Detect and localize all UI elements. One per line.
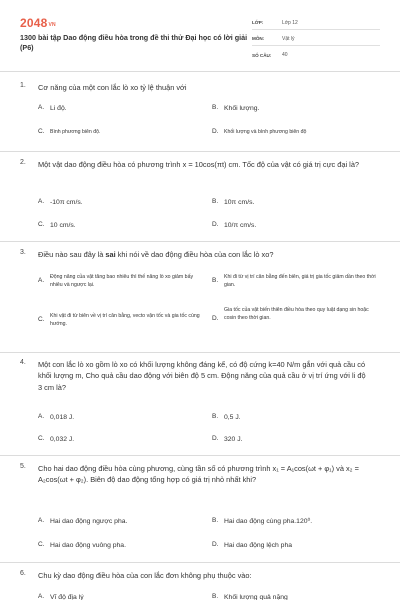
option-letter: B. bbox=[212, 198, 219, 205]
meta-panel bbox=[252, 17, 380, 65]
brand-suffix: VN bbox=[48, 22, 56, 28]
option-text: Khối lượng và bình phương biên độ bbox=[224, 129, 307, 135]
question-stem bbox=[20, 359, 370, 393]
option-letter: A. bbox=[38, 413, 45, 420]
option-a[interactable] bbox=[38, 517, 127, 527]
option-letter: C. bbox=[38, 541, 45, 548]
question-2 bbox=[0, 151, 400, 241]
meta-label: MÔN: bbox=[252, 36, 265, 42]
option-text: Động năng của vật tăng bao nhiêu thì thế năng lò xo giảm bấy nhiêu và ngược lại. bbox=[50, 274, 194, 289]
question-stem bbox=[20, 463, 370, 486]
option-a[interactable] bbox=[38, 273, 203, 289]
option-text: 10π cm/s. bbox=[224, 199, 255, 206]
option-d[interactable] bbox=[212, 306, 382, 323]
question-number: 1. bbox=[20, 82, 26, 89]
option-c[interactable] bbox=[38, 541, 126, 551]
meta-row-subject bbox=[252, 33, 380, 46]
brand-logo[interactable] bbox=[20, 16, 56, 31]
option-b[interactable] bbox=[212, 593, 288, 600]
option-b[interactable] bbox=[212, 517, 312, 527]
option-letter: D. bbox=[212, 128, 219, 135]
option-letter: D. bbox=[212, 435, 219, 442]
option-text: Hai dao động vuông pha. bbox=[50, 542, 126, 549]
option-letter: C. bbox=[38, 435, 45, 442]
option-letter: B. bbox=[212, 277, 219, 284]
option-letter: C. bbox=[38, 221, 45, 228]
option-letter: C. bbox=[38, 128, 45, 135]
question-text bbox=[38, 249, 370, 260]
question-6 bbox=[0, 562, 400, 600]
option-letter: A. bbox=[38, 198, 45, 205]
question-text: Cho hai dao động điều hòa cùng phương, cùng tần số có phương trình x₁ = A₁cos(ωt + φ₁) và x₂ = A₂cos(ωt + φ₂). Biên độ dao động tổng hợp có giá trị nhỏ nhất khi? bbox=[38, 464, 359, 485]
option-a[interactable] bbox=[38, 104, 67, 114]
question-stem bbox=[20, 570, 370, 581]
option-text: Hai dao động lệch pha bbox=[224, 542, 293, 549]
option-text: 0,018 J. bbox=[50, 414, 75, 421]
option-letter: A. bbox=[38, 517, 45, 524]
option-letter: A. bbox=[38, 593, 45, 600]
meta-label: LỚP: bbox=[252, 20, 264, 26]
option-text: Khối lượng quả nặng bbox=[224, 594, 288, 600]
option-text: Vĩ độ địa lý bbox=[50, 594, 84, 600]
option-a[interactable] bbox=[38, 413, 74, 423]
option-letter: B. bbox=[212, 104, 219, 111]
option-letter: A. bbox=[38, 104, 45, 111]
option-letter: B. bbox=[212, 413, 219, 420]
question-stem bbox=[20, 249, 370, 260]
question-text-post: khi nói về dao động điều hòa của con lắc lò xo? bbox=[115, 250, 274, 259]
option-c[interactable] bbox=[38, 128, 100, 136]
option-text: 10 cm/s. bbox=[50, 222, 76, 229]
question-number: 5. bbox=[20, 463, 26, 470]
question-3 bbox=[0, 241, 400, 352]
question-text: Một con lắc lò xo gồm lò xo có khối lượng không đáng kể, có độ cứng k=40 N/m gắn với quả cầu có khối lượng m, Cho quả cầu dao động với biên độ 5 cm. Động năng của quả cầu ở vị trí ứng với li độ 3 cm là? bbox=[38, 360, 366, 392]
option-d[interactable] bbox=[212, 221, 256, 231]
option-text: 0,5 J. bbox=[224, 414, 241, 421]
option-d[interactable] bbox=[212, 435, 243, 445]
question-stem bbox=[20, 82, 370, 93]
option-letter: A. bbox=[38, 277, 45, 284]
meta-label: SỐ CÂU: bbox=[252, 52, 272, 58]
option-letter: D. bbox=[212, 315, 219, 322]
question-text: Cơ năng của một con lắc lò xo tỷ lệ thuận với bbox=[38, 83, 187, 92]
question-text-pre: Điều nào sau đây là bbox=[38, 250, 106, 259]
question-number: 3. bbox=[20, 249, 26, 256]
option-b[interactable] bbox=[212, 413, 241, 423]
option-letter: D. bbox=[212, 221, 219, 228]
option-text: Gia tốc của vật biến thiên điều hòa theo quy luật dạng sin hoặc cosin theo thời gian. bbox=[224, 307, 369, 322]
option-b[interactable] bbox=[212, 198, 254, 208]
option-letter: C. bbox=[38, 316, 45, 323]
option-c[interactable] bbox=[38, 312, 203, 328]
option-text: Khi đi từ vị trí cân bằng đến biên, giá trị gia tốc giảm dần theo thời gian. bbox=[224, 274, 376, 289]
question-number: 2. bbox=[20, 159, 26, 166]
document-title: 1300 bài tập Dao động điều hòa trong đề thi thử Đại học có lời giải (P6) bbox=[20, 33, 248, 52]
option-text: Bình phương biên độ. bbox=[50, 129, 101, 135]
option-d[interactable] bbox=[212, 541, 292, 551]
meta-value: Vật lý bbox=[282, 35, 295, 42]
question-number: 6. bbox=[20, 570, 26, 577]
option-c[interactable] bbox=[38, 221, 76, 231]
option-c[interactable] bbox=[38, 435, 74, 445]
option-text: 10/π cm/s. bbox=[224, 222, 257, 229]
question-4 bbox=[0, 352, 400, 455]
option-letter: B. bbox=[212, 517, 219, 524]
question-text-emphasis: sai bbox=[105, 250, 116, 259]
question-5 bbox=[0, 455, 400, 558]
option-text: Hai dao động ngược pha. bbox=[50, 518, 128, 525]
option-text: Hai dao động cùng pha.120⁰. bbox=[224, 518, 313, 525]
brand-name: 2048 bbox=[20, 16, 48, 30]
question-number: 4. bbox=[20, 359, 26, 366]
option-text: 0,032 J. bbox=[50, 436, 75, 443]
option-text: Khối lượng. bbox=[224, 105, 260, 112]
option-letter: B. bbox=[212, 593, 219, 600]
option-text: Li độ. bbox=[50, 105, 67, 112]
meta-value: 40 bbox=[282, 52, 288, 59]
question-text: Chu kỳ dao động điều hòa của con lắc đơn không phụ thuộc vào: bbox=[38, 571, 252, 580]
option-text: 320 J. bbox=[224, 436, 243, 443]
option-d[interactable] bbox=[212, 128, 306, 136]
option-b[interactable] bbox=[212, 273, 382, 289]
option-a[interactable] bbox=[38, 198, 83, 208]
question-text: Một vật dao động điều hòa có phương trình x = 10cos(πt) cm. Tốc độ của vật có giá trị cực đại là? bbox=[38, 160, 360, 169]
meta-value: Lớp 12 bbox=[282, 19, 298, 26]
meta-row-class bbox=[252, 17, 380, 30]
question-stem bbox=[20, 159, 370, 170]
option-b[interactable] bbox=[212, 104, 259, 114]
option-text: -10π cm/s. bbox=[50, 199, 83, 206]
option-letter: D. bbox=[212, 541, 219, 548]
option-text: Khi vật đi từ biên về vị trí cân bằng, vecto vận tốc và gia tốc cùng hướng. bbox=[50, 313, 200, 328]
question-1 bbox=[0, 71, 400, 151]
meta-row-count bbox=[252, 49, 380, 62]
option-a[interactable] bbox=[38, 593, 84, 600]
